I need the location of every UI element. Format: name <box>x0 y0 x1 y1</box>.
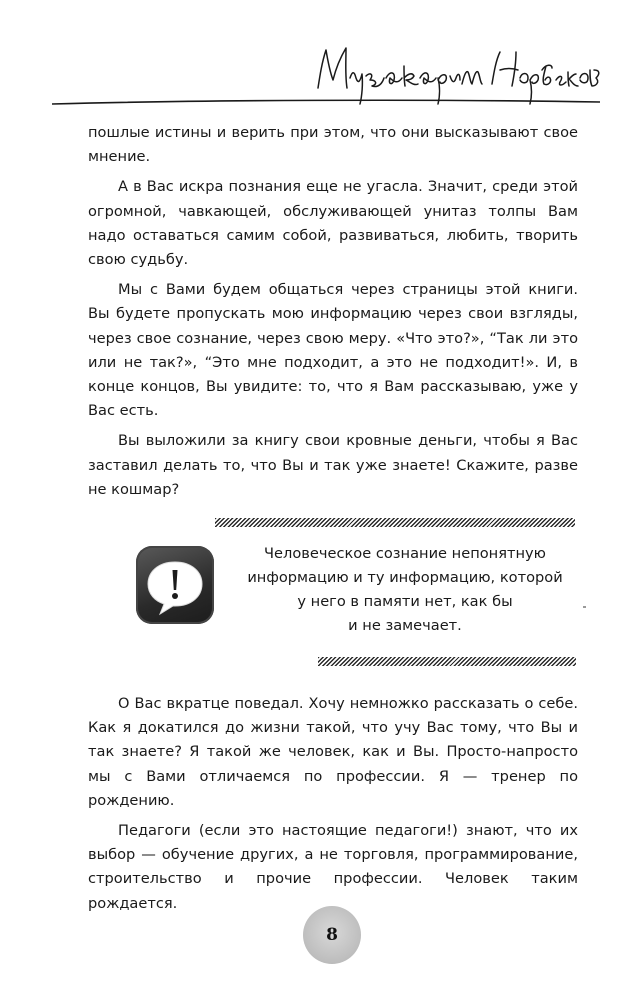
callout-divider-top <box>215 518 575 527</box>
paragraph: пошлые истины и верить при этом, что они высказывают свое мнение. <box>88 124 578 166</box>
page-header <box>0 0 630 120</box>
callout-divider-bottom <box>318 657 576 666</box>
callout-line: Человеческое сознание непонятную <box>264 545 546 562</box>
paragraph: Педагоги (если это настоящие педагоги!) знают, что их выбор — обучение других, а не торговля, программирование, строительство и прочие профессии. Человек таким рождается. <box>88 822 578 912</box>
paragraph: Мы с Вами будем общаться через страницы этой книги. Вы будете пропускать мою информацию через свои взгляды, через свое сознание, через свою меру. «Что это?», “Так ли это или не так?», “Это мне подходит, а это не подходит!». И, в конце концов, Вы увидите: то, что я Вам рассказываю, уже у Вас есть. <box>88 281 578 420</box>
exclamation-speech-bubble-icon <box>136 546 214 624</box>
stray-mark <box>583 606 586 608</box>
author-signature-image <box>0 0 630 120</box>
callout-text <box>232 542 578 638</box>
paragraph: Вы выложили за книгу свои кровные деньги, чтобы я Вас заставил делать то, что Вы и так уже знаете! Скажите, разве не кошмар? <box>88 432 578 498</box>
page-number: 8 <box>326 925 338 945</box>
callout-line: информацию и ту информацию, которой <box>247 569 563 586</box>
bottom-text-block <box>88 692 578 922</box>
page-number-badge <box>303 906 361 964</box>
callout-line: у него в памяти нет, как бы <box>297 593 513 610</box>
paragraph: А в Вас искра познания еще не угасла. Значит, среди этой огромной, чавкающей, обслуживающей унитаз толпы Вам надо оставаться самим собой, развиваться, любить, творить свою судьбу. <box>88 178 578 269</box>
paragraph: О Вас вкратце поведал. Хочу немножко рассказать о себе. Как я докатился до жизни такой, что учу Вас тому, что Вы и так знаете? Я такой же человек, как и Вы. Просто-напросто мы с Вами отличаемся по профессии. Я — тренер по рождению. <box>88 695 578 809</box>
callout-line: и не замечает. <box>348 617 462 634</box>
top-text-block <box>88 121 578 508</box>
